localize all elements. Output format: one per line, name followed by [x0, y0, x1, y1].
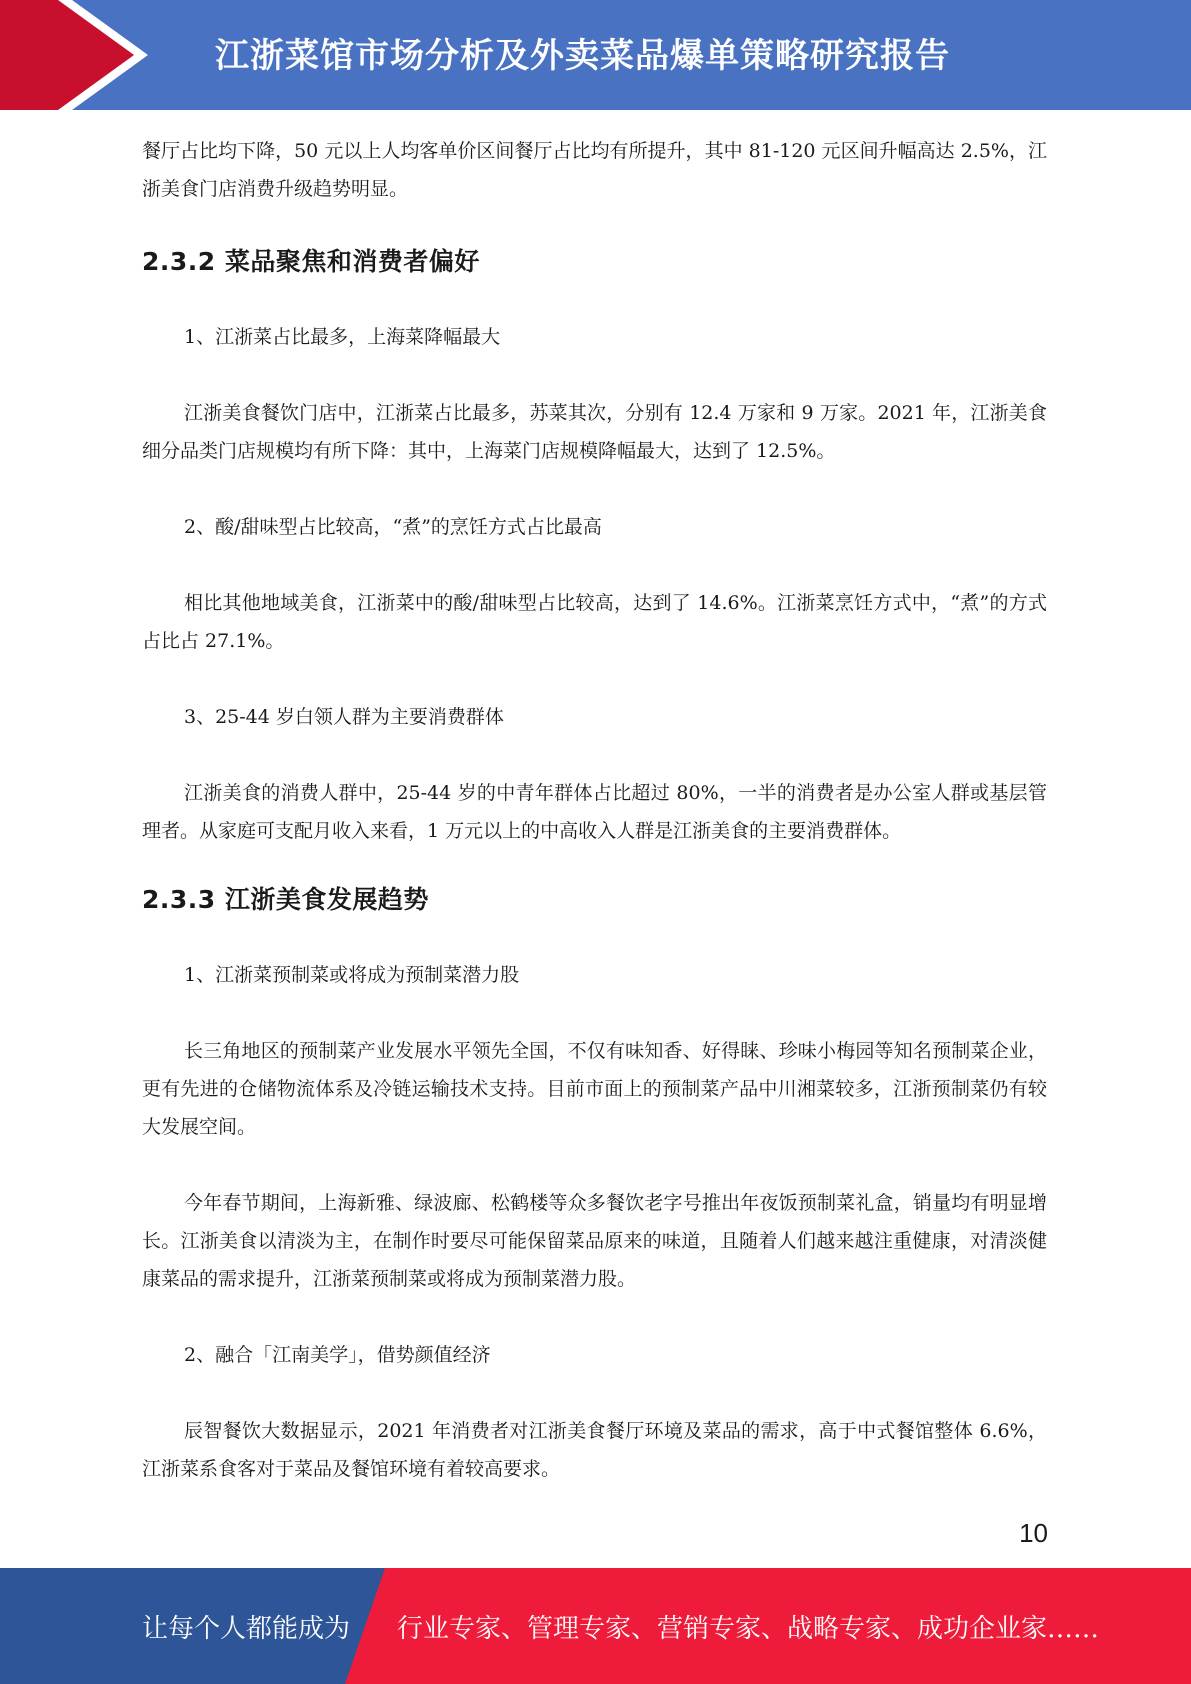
- trend-title-2: 2、融合「江南美学」，借势颜值经济: [184, 1344, 491, 1366]
- report-title: 江浙菜馆市场分析及外卖菜品爆单策略研究报告: [215, 36, 950, 76]
- header-chevron-decoration: [0, 0, 160, 110]
- page-header: [0, 0, 1191, 110]
- section-heading-2-3-3: 2.3.3 江浙美食发展趋势: [142, 885, 429, 914]
- footer-slogan-left: 让每个人都能成为: [142, 1614, 351, 1644]
- point-title-3: 3、25-44 岁白领人群为主要消费群体: [184, 706, 504, 728]
- page-footer: [0, 1568, 1191, 1684]
- page-content: [142, 132, 1047, 1488]
- point-title-2: 2、酸/甜味型占比较高，“煮”的烹饪方式占比最高: [184, 516, 602, 538]
- page-number: 10: [1019, 1518, 1048, 1548]
- point-title-1: 1、江浙菜占比最多，上海菜降幅最大: [184, 326, 501, 348]
- trend-paragraph-2: 辰智餐饮大数据显示，2021 年消费者对江浙美食餐厅环境及菜品的需求，高于中式餐馆整体 6.6%，江浙菜系食客对于菜品及餐馆环境有着较高要求。: [142, 1420, 1047, 1480]
- trend-paragraph-1a: 长三角地区的预制菜产业发展水平领先全国，不仅有味知香、好得睐、珍味小梅园等知名预制菜企业，更有先进的仓储物流体系及冷链运输技术支持。目前市面上的预制菜产品中川湘菜较多，江浙预制菜仍有较大发展空间。: [142, 1040, 1047, 1138]
- trend-title-1: 1、江浙菜预制菜或将成为预制菜潜力股: [184, 964, 520, 986]
- footer-slogan-right: 行业专家、管理专家、营销专家、战略专家、成功企业家……: [397, 1614, 1100, 1644]
- point-paragraph-3: 江浙美食的消费人群中，25-44 岁的中青年群体占比超过 80%，一半的消费者是办公室人群或基层管理者。从家庭可支配月收入来看，1 万元以上的中高收入人群是江浙美食的主要消费群体。: [142, 782, 1047, 842]
- section-heading-2-3-2: 2.3.2 菜品聚焦和消费者偏好: [142, 247, 480, 276]
- point-paragraph-2: 相比其他地域美食，江浙菜中的酸/甜味型占比较高，达到了 14.6%。江浙菜烹饪方式中，“煮”的方式占比占 27.1%。: [142, 592, 1047, 652]
- intro-paragraph: 餐厅占比均下降，50 元以上人均客单价区间餐厅占比均有所提升，其中 81-120 元区间升幅高达 2.5%，江浙美食门店消费升级趋势明显。: [142, 140, 1047, 200]
- point-paragraph-1: 江浙美食餐饮门店中，江浙菜占比最多，苏菜其次，分别有 12.4 万家和 9 万家。2021 年，江浙美食细分品类门店规模均有所下降：其中，上海菜门店规模降幅最大，达到了 12.5%。: [142, 402, 1047, 462]
- trend-paragraph-1b: 今年春节期间，上海新雅、绿波廊、松鹤楼等众多餐饮老字号推出年夜饭预制菜礼盒，销量均有明显增长。江浙美食以清淡为主，在制作时要尽可能保留菜品原来的味道，且随着人们越来越注重健康，对清淡健康菜品的需求提升，江浙菜预制菜或将成为预制菜潜力股。: [142, 1192, 1047, 1290]
